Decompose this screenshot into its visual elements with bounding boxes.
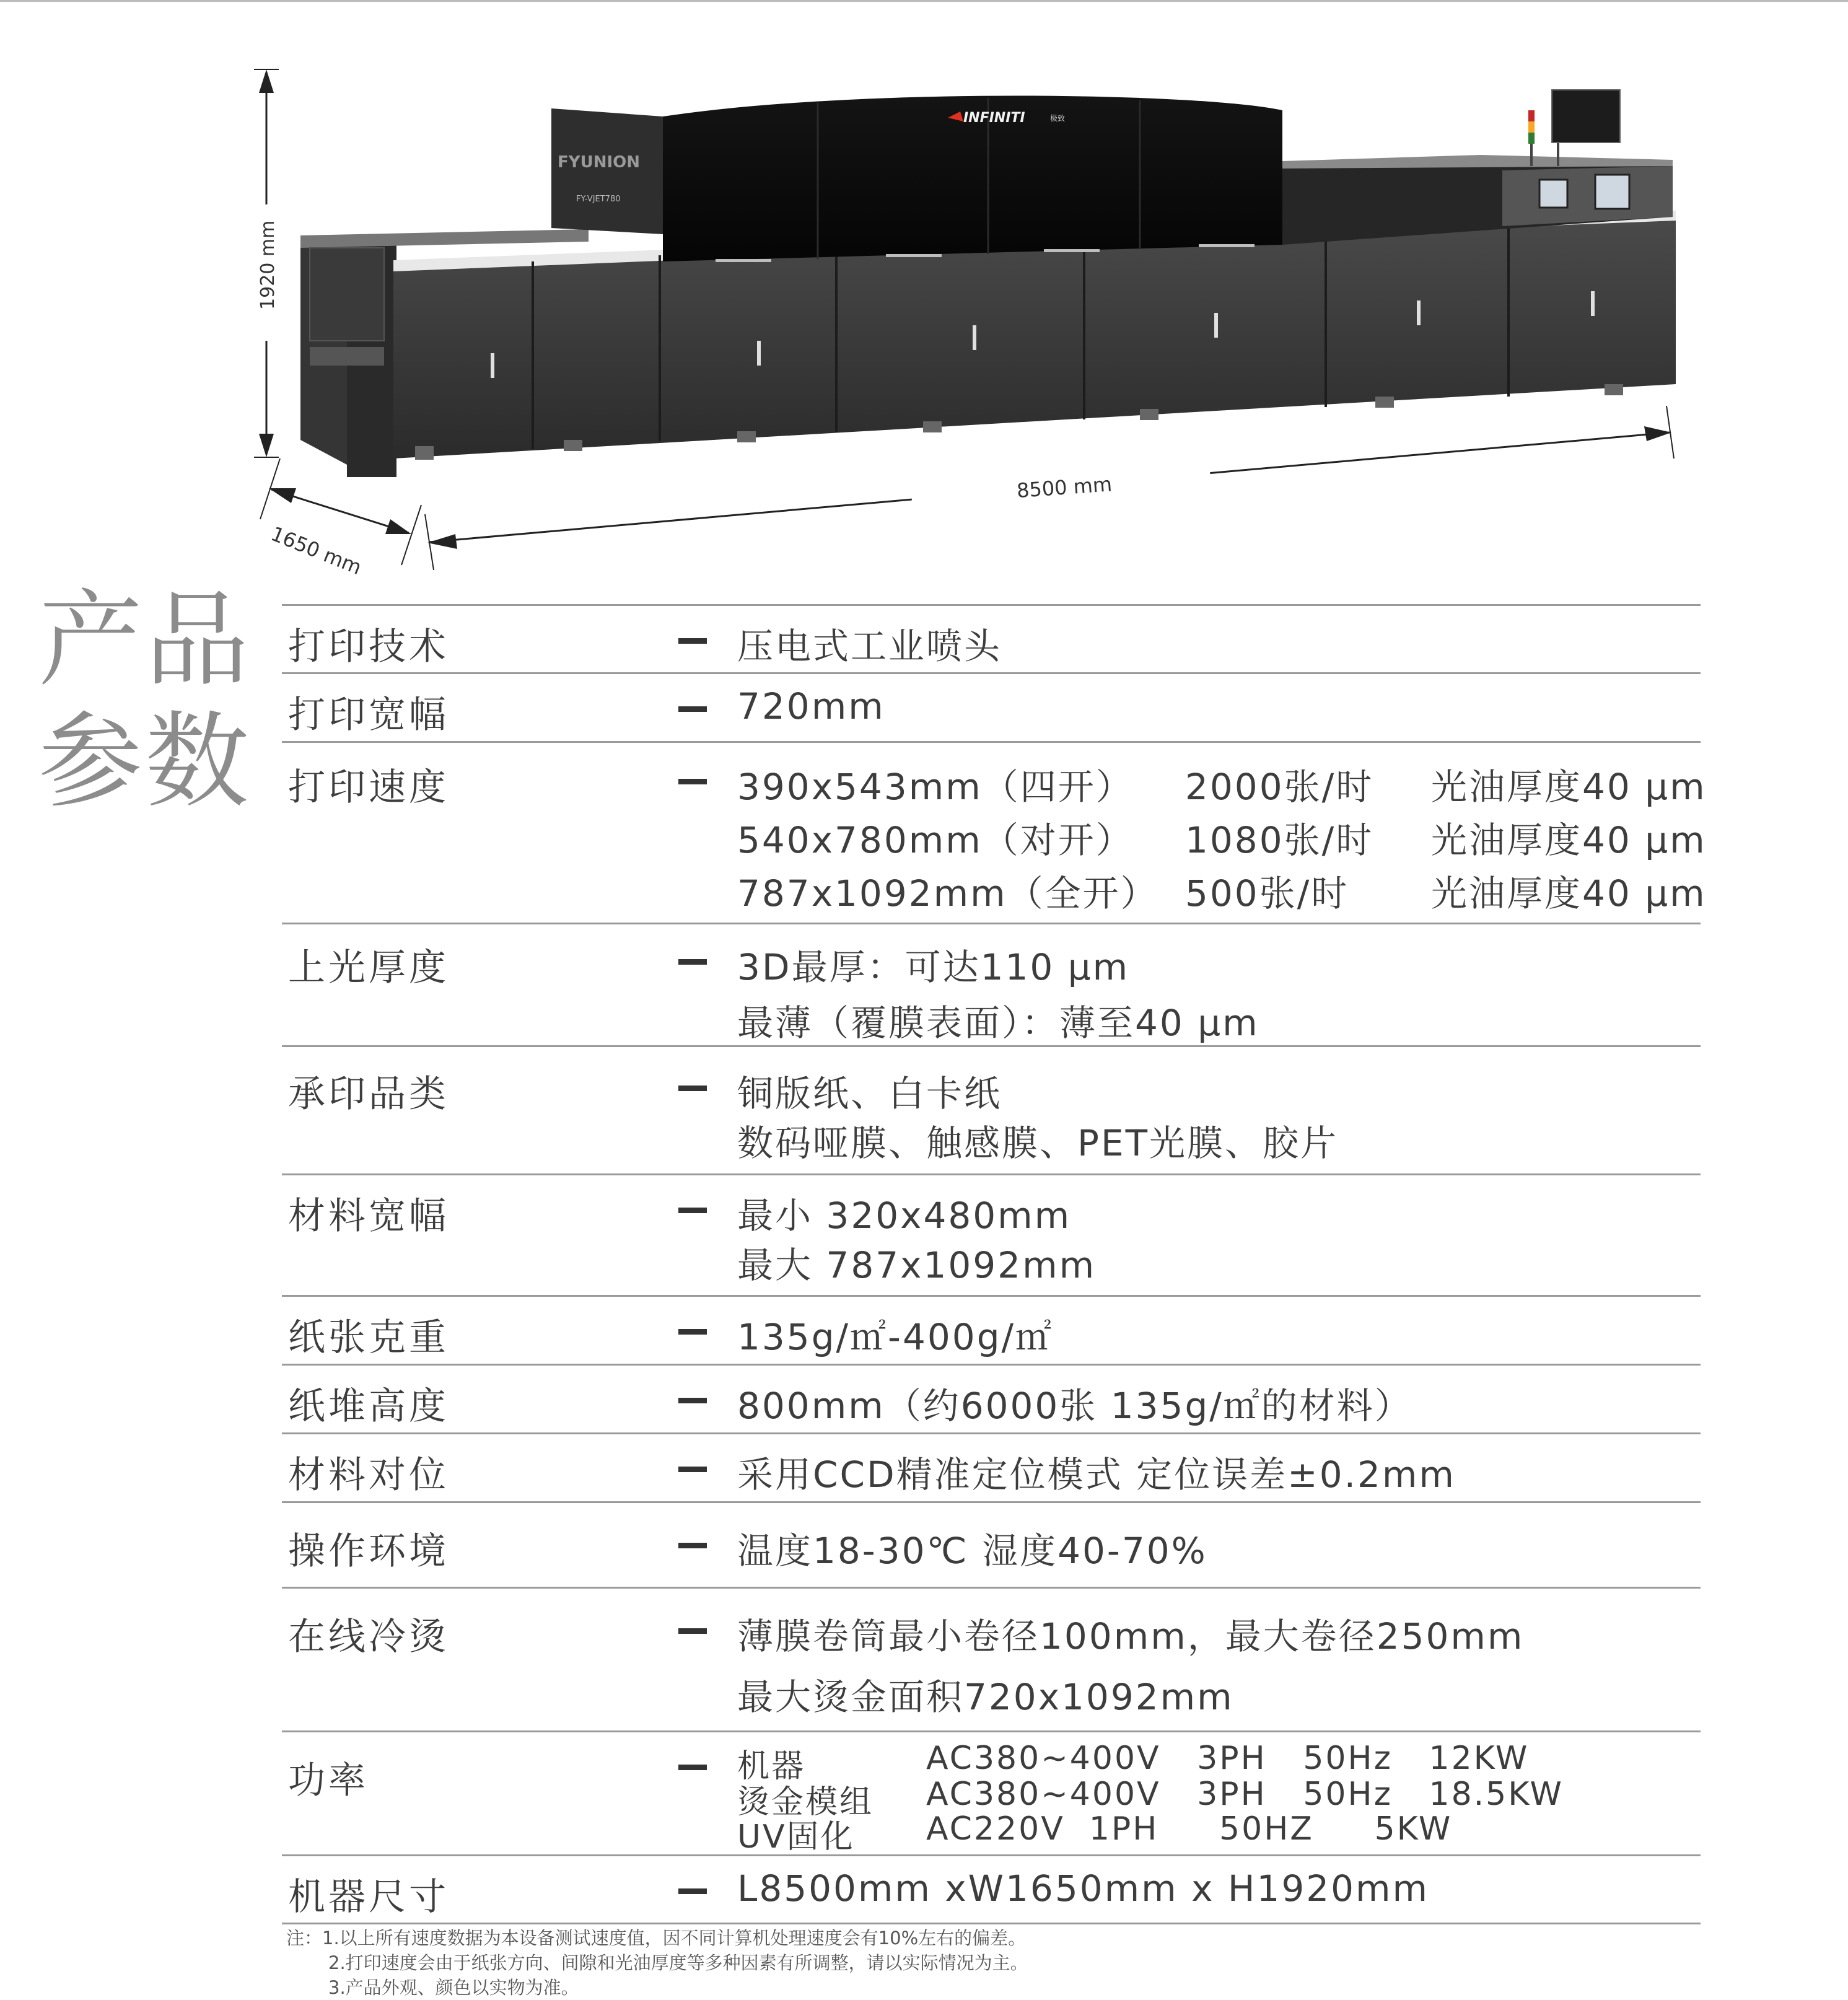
- spec-row-environment: [282, 1501, 1701, 1587]
- brand-infiniti: INFINITI: [963, 110, 1025, 126]
- speed-coat: 光油厚度40 μm: [1431, 819, 1707, 861]
- speed-rate: 500张/时: [1185, 872, 1349, 914]
- spec-label: 在线冷烫: [288, 1615, 449, 1659]
- spec-value: 压电式工业喷头: [737, 625, 1002, 667]
- spec-label: 机器尺寸: [288, 1875, 449, 1919]
- spec-value: 720mm: [737, 685, 885, 727]
- spec-value: 135g/㎡-400g/㎡: [737, 1316, 1054, 1358]
- speed-size: 540x780mm（对开）: [737, 819, 1134, 861]
- footnotes: [286, 1926, 1028, 2000]
- material-min: 最小 320x480mm: [737, 1195, 1072, 1237]
- height-label: 1920 mm: [257, 220, 279, 310]
- printer-head-box: [551, 108, 663, 234]
- speed-rate: 2000张/时: [1185, 766, 1374, 808]
- spec-row-material-width: [282, 1173, 1701, 1295]
- dash-icon: [678, 959, 707, 965]
- brand-infiniti-sub: 极致: [1050, 114, 1066, 123]
- spec-row-power: [282, 1730, 1701, 1854]
- dash-icon: [678, 1329, 707, 1335]
- spec-row-paper-weight: [282, 1295, 1701, 1364]
- substrate-paper: 铜版纸、白卡纸: [737, 1072, 1002, 1115]
- spec-label: 操作环境: [288, 1530, 449, 1573]
- gloss-max: 3D最厚：可达110 μm: [737, 946, 1130, 988]
- spec-label: 材料宽幅: [288, 1195, 449, 1238]
- power-spec: AC380~400V 3PH 50Hz 12KW: [926, 1740, 1530, 1777]
- dash-icon: [678, 1543, 707, 1548]
- spec-value: 800mm（约6000张 135g/㎡的材料）: [737, 1385, 1412, 1427]
- dash-icon: [678, 1765, 707, 1770]
- power-spec: AC220V 1PH 50HZ 5KW: [926, 1810, 1453, 1848]
- speed-coat: 光油厚度40 μm: [1431, 872, 1707, 914]
- machine-illustration: [242, 62, 1697, 589]
- dash-icon: [678, 1398, 707, 1403]
- brand-fyunion: FYUNION: [558, 153, 640, 172]
- spec-row-registration: [282, 1432, 1701, 1501]
- material-max: 最大 787x1092mm: [737, 1244, 1097, 1286]
- section-title-line2: 参数: [38, 701, 252, 822]
- cold-foil-area: 最大烫金面积720x1092mm: [737, 1676, 1234, 1718]
- model-label: FY-VJET780: [576, 195, 621, 204]
- spec-label: 纸张克重: [288, 1316, 449, 1359]
- speed-size: 390x543mm（四开）: [737, 766, 1134, 808]
- dash-icon: [678, 706, 707, 712]
- dash-icon: [678, 779, 707, 784]
- substrate-film: 数码哑膜、触感膜、PET光膜、胶片: [737, 1122, 1339, 1164]
- note-1: [286, 1926, 1028, 1950]
- dash-icon: [678, 1888, 707, 1894]
- dash-icon: [678, 1467, 707, 1472]
- spec-label: 纸堆高度: [288, 1385, 449, 1428]
- spec-label: 打印速度: [288, 766, 449, 809]
- gloss-min: 最薄（覆膜表面）：薄至40 μm: [737, 1002, 1259, 1044]
- height-dimension: [254, 69, 279, 457]
- dash-icon: [678, 1208, 707, 1213]
- spec-value: 温度18-30℃ 湿度40-70%: [737, 1530, 1207, 1572]
- spec-row-tech: [282, 604, 1701, 672]
- note-prefix: 注：: [286, 1928, 323, 1949]
- spec-row-width: [282, 672, 1701, 741]
- speed-size: 787x1092mm（全开）: [737, 872, 1158, 914]
- spec-row-stack-height: [282, 1364, 1701, 1432]
- power-name: UV固化: [737, 1818, 855, 1856]
- depth-dimension: [260, 458, 421, 579]
- spec-row-speed: [282, 741, 1707, 923]
- dash-icon: [678, 638, 707, 644]
- note-2: 2.打印速度会由于纸张方向、间隙和光油厚度等多种因素有所调整，请以实际情况为主。: [328, 1952, 1028, 1973]
- spec-row-cold-foil: [282, 1587, 1701, 1730]
- top-divider: [0, 0, 1848, 2]
- spec-label: 材料对位: [288, 1454, 449, 1497]
- spec-row-size: [282, 1854, 1701, 1924]
- spec-label: 打印宽幅: [288, 693, 449, 737]
- length-label: 8500 mm: [1015, 472, 1113, 502]
- power-spec: AC380~400V 3PH 50Hz 18.5KW: [926, 1776, 1564, 1813]
- speed-coat: 光油厚度40 μm: [1431, 766, 1707, 808]
- note-3: 3.产品外观、颜色以实物为准。: [328, 1977, 579, 1998]
- speed-rate: 1080张/时: [1185, 819, 1374, 861]
- spec-value: L8500mm xW1650mm x H1920mm: [737, 1867, 1430, 1910]
- cold-foil-roll: 薄膜卷筒最小卷径100mm，最大卷径250mm: [737, 1615, 1525, 1657]
- dash-icon: [678, 1086, 707, 1091]
- depth-label: 1650 mm: [268, 522, 365, 580]
- spec-label: 打印技术: [288, 625, 449, 669]
- section-title-line1: 产品: [38, 579, 252, 701]
- spec-row-gloss: [282, 923, 1701, 1045]
- spec-value: 采用CCD精准定位模式 定位误差±0.2mm: [737, 1454, 1456, 1496]
- note-text: 1.以上所有速度数据为本设备测试速度值，因不同计算机处理速度会有10%左右的偏差。: [322, 1928, 1027, 1949]
- spec-row-substrate: [282, 1045, 1701, 1173]
- spec-label: 上光厚度: [288, 946, 449, 989]
- spec-label: 功率: [288, 1759, 369, 1802]
- power-name: 烫金模组: [737, 1784, 874, 1821]
- section-title: [38, 579, 252, 822]
- dash-icon: [678, 1628, 707, 1634]
- printer-hood: [663, 96, 1282, 263]
- spec-label: 承印品类: [288, 1072, 449, 1116]
- power-name: 机器: [737, 1748, 806, 1785]
